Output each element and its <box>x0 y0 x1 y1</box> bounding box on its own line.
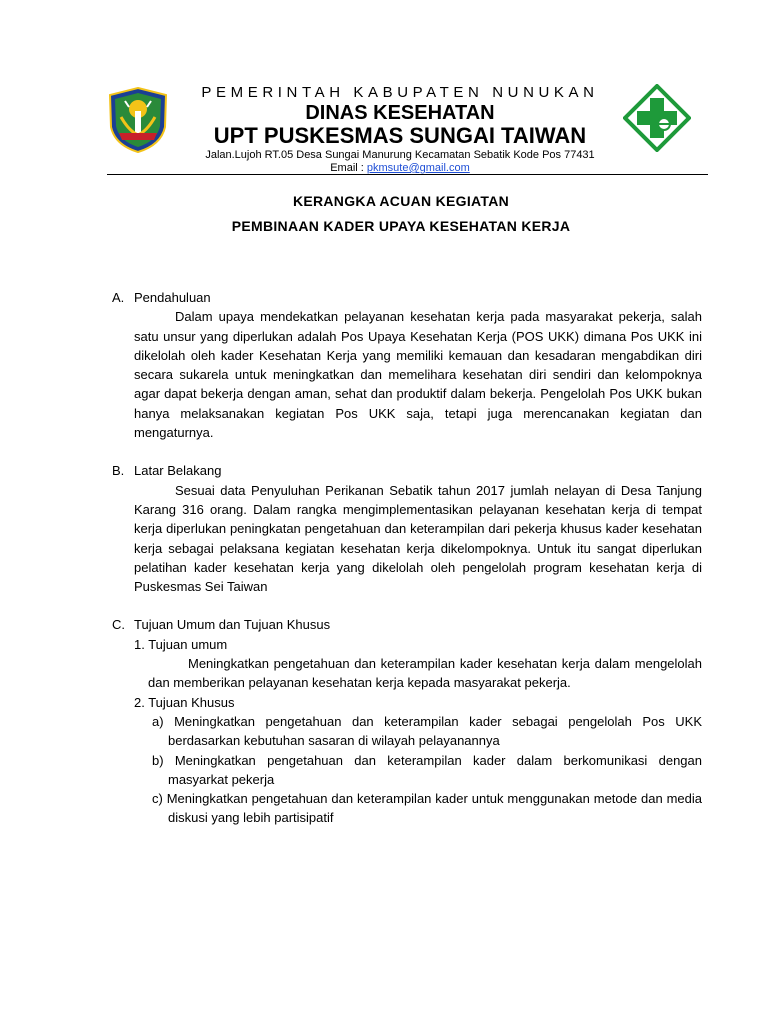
section-letter: A. <box>112 290 125 305</box>
puskesmas-logo-icon <box>623 84 691 152</box>
government-name: PEMERINTAH KABUPATEN NUNUKAN <box>201 84 599 101</box>
section-a-heading <box>112 288 702 307</box>
letterhead-divider <box>107 174 708 175</box>
spacer <box>112 596 702 615</box>
spacer <box>112 442 702 461</box>
section-letter: C. <box>112 617 125 633</box>
list-item: c) Meningkatkan pengetahuan dan keterampilan kader untuk menggunakan metode dan media diskusi yang lebih partisipatif <box>152 791 702 826</box>
letterhead <box>170 84 630 175</box>
document-body <box>112 288 702 828</box>
general-objective-heading: 1. Tujuan umum <box>134 636 228 652</box>
section-title: Pendahuluan <box>134 290 211 305</box>
section-c-heading <box>112 615 702 634</box>
section-title: Tujuan Umum dan Tujuan Khusus <box>134 617 331 633</box>
address: Jalan.Lujoh RT.05 Desa Sungai Manurung Kecamatan Sebatik Kode Pos 77431 <box>205 149 595 161</box>
specific-objective-heading: 2. Tujuan Khusus <box>134 694 235 710</box>
email-link[interactable]: pkmsute@gmail.com <box>366 162 470 174</box>
general-objective-text: Meningkatkan pengetahuan dan keterampilan kader kesehatan kerja dalam mengelolah dan memberikan pelayanan kesehatan kerja kepada masyarakat pekerja. <box>148 656 702 691</box>
section-letter: B. <box>112 463 125 479</box>
section-b-paragraph: Sesuai data Penyuluhan Perikanan Sebatik tahun 2017 jumlah nelayan di Desa Tanjung Karang 316 orang. Dalam rangka mengimplementasikan pelayanan kesehatan kerja di tempat kerja diperlukan peningkatan pengetahuan dan keterampilan dari pekerja khusus kader kesehatan kerja sebagai pelaksana kegiatan kesehatan kerja dikelompoknya. Untuk itu sangat diperlukan pelatihan kader kesehatan kerja yang dikelolah oleh pengelolah program kesehatan kerja di Puskesmas Sei Taiwan <box>134 482 702 595</box>
section-b-heading <box>112 461 702 480</box>
list-item: b) Meningkatkan pengetahuan dan keterampilan kader dalam berkomunikasi dengan masyarkat pekerja <box>152 752 702 787</box>
nunukan-regency-crest-icon <box>107 87 169 153</box>
list-item: a) Meningkatkan pengetahuan dan keterampilan kader sebagai pengelolah Pos UKK berdasarkan kebutuhan sasaran di wilayah pelayanannya <box>152 713 702 749</box>
agency-name: DINAS KESEHATAN <box>305 102 495 124</box>
document-title: KERANGKA ACUAN KEGIATAN <box>292 193 510 209</box>
section-a-paragraph: Dalam upaya mendekatkan pelayanan kesehatan kerja pada masyarakat pekerja, salah satu unsur yang diperlukan adalah Pos Upaya Kesehatan Kerja (POS UKK) dimana Pos UKK ini dikelolah oleh kader Kesehatan Kerja yang memiliki kemauan dan kesadaran mengabdikan diri secara sukarela untuk meningkatkan dan memelihara kesehatan diri sendiri dan kelompoknya agar dapat bekerja dengan aman, sehat dan produktif dalam bekerja. Pengelolah Pos UKK bukan hanya melaksanakan kegiatan Pos UKK saja, tetapi juga merencanakan kegiatan dan mengaturnya. <box>134 309 702 441</box>
email-label: Email : <box>330 162 367 174</box>
unit-name: UPT PUSKESMAS SUNGAI TAIWAN <box>213 123 587 148</box>
document-subtitle: PEMBINAAN KADER UPAYA KESEHATAN KERJA <box>231 218 571 234</box>
section-title: Latar Belakang <box>134 463 222 479</box>
